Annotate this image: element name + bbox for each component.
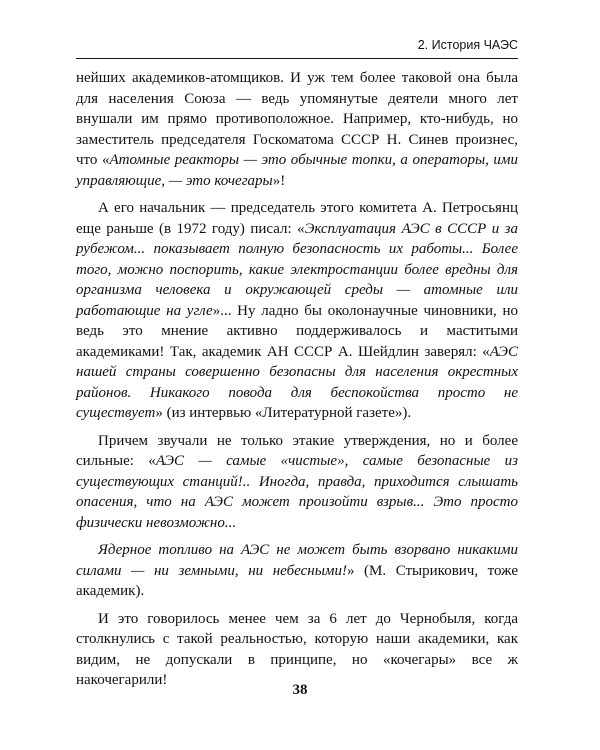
- chapter-title: 2. История ЧАЭС: [417, 38, 518, 52]
- paragraph-3: [76, 431, 518, 534]
- text-segment: » (из интервью «Литературной газете»).: [155, 405, 412, 421]
- paragraph-2: [76, 198, 518, 424]
- text-segment: »... Ну ладно бы околонаучные чиновники, но ведь это мнение активно поддерживалось и маститыми академиками! Так, академик АН СССР А. Шейдлин заверял: «: [76, 302, 519, 360]
- text-segment: нейших академиков-атомщиков. И уж тем более таковой она была для населения Союза — ведь упомянутые деятели много лет внушали им прямо противоположное. Например, кто-нибудь, но заместитель председателя Госкоматома СССР Н. Синев произнес, что «: [76, 70, 518, 168]
- running-header: [76, 38, 518, 59]
- paragraph-4: [76, 540, 518, 602]
- text-segment: »!: [272, 172, 286, 189]
- paragraph-1: [76, 68, 518, 191]
- text-segment: И это говорилось менее чем за 6 лет до Чернобыля, когда столкнулись с такой реальностью, которую наши академики, как видим, не допускали в принципе, но «кочегары» все ж накочегарили!: [76, 610, 518, 688]
- text-segment: » (М. Стырикович, тоже академик).: [76, 562, 518, 599]
- italic-quote: АЭС — самые «чистые», самые безопасные из существующих станций!.. Иногда, правда, приходится слышать опасения, что на АЭС может произойти взрыв... Это просто физически невозможно...: [76, 453, 518, 531]
- italic-quote: АЭС нашей страны совершенно безопасны для населения окрестных районов. Никакого повода для беспокойства просто не существует: [76, 343, 518, 421]
- italic-quote: Эксплуатация АЭС в СССР и за рубежом... показывает полную безопасность их работы... Более того, можно поспорить, какие электростанции более вредны для организма человека и окружающей среды — атомные или работающие на угле: [76, 220, 518, 319]
- page-number: 38: [292, 682, 308, 698]
- italic-quote: Ядерное топливо на АЭС не может быть взорвано никакими силами — ни земными, ни небесными!: [76, 542, 518, 579]
- text-segment: А его начальник — председатель этого комитета А. Петросьянц еще раньше (в 1972 году) писал: «: [76, 200, 518, 237]
- text-segment: Причем звучали не только этакие утверждения, но и более сильные: «: [76, 432, 518, 469]
- italic-quote: Атомные реакторы — это обычные топки, а операторы, ими управляющие, — это кочегары: [76, 152, 518, 189]
- paragraph-5: [76, 609, 518, 691]
- body-text: [76, 68, 518, 698]
